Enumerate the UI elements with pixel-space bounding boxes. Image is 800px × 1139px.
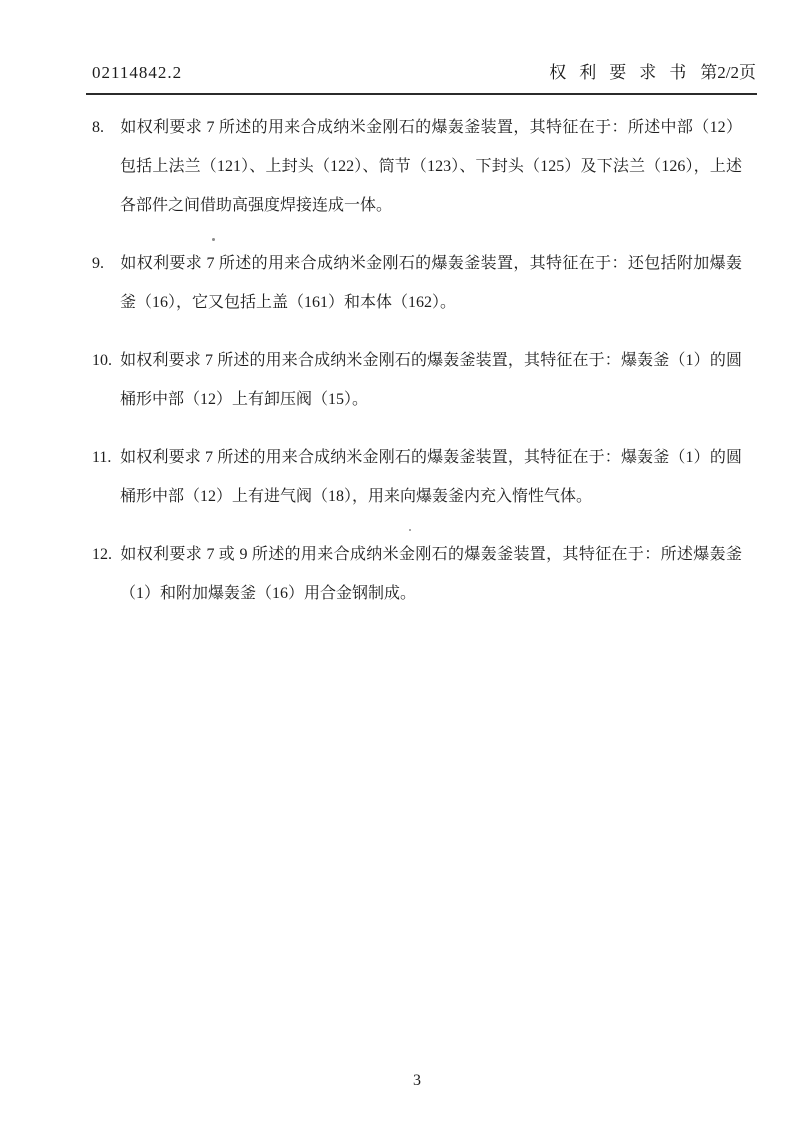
claim-item-12: [92, 535, 742, 613]
claim-item-10: [92, 341, 742, 419]
page-header: [92, 62, 756, 84]
claims-list: [92, 108, 742, 632]
claim-number: 10.: [92, 352, 112, 369]
claim-text: 如权利要求 7 所述的用来合成纳米金刚石的爆轰釜装置，其特征在于：爆轰釜（1）的圆桶形中部（12）上有卸压阀（15）。: [120, 352, 742, 408]
document-title: 权利要求书: [549, 63, 700, 82]
claim-number: 8.: [92, 119, 104, 136]
claim-text: 如权利要求 7 所述的用来合成纳米金刚石的爆轰釜装置，其特征在于：还包括附加爆轰釜（16），它又包括上盖（161）和本体（162）。: [120, 255, 742, 311]
page-indicator: 第2/2页: [700, 63, 756, 82]
claim-item-8: [92, 108, 742, 225]
claim-text: 如权利要求 7 所述的用来合成纳米金刚石的爆轰釜装置，其特征在于：所述中部（12）包括上法兰（121）、上封头（122）、筒节（123）、下封头（125）及下法兰（126），上述各部件之间借助高强度焊接连成一体。: [120, 119, 742, 214]
header-right: [549, 62, 756, 84]
claim-number: 9.: [92, 255, 104, 272]
page-number: 3: [413, 1072, 421, 1089]
claim-text: 如权利要求 7 所述的用来合成纳米金刚石的爆轰釜装置，其特征在于：爆轰釜（1）的圆桶形中部（12）上有进气阀（18），用来向爆轰釜内充入惰性气体。: [120, 449, 742, 505]
claim-text: 如权利要求 7 或 9 所述的用来合成纳米金刚石的爆轰釜装置，其特征在于：所述爆轰釜（1）和附加爆轰釜（16）用合金钢制成。: [120, 546, 742, 602]
scan-speck: [409, 529, 411, 531]
page-footer: [92, 1072, 742, 1090]
claim-item-11: [92, 438, 742, 516]
claim-item-9: [92, 244, 742, 322]
application-number: 02114842.2: [92, 63, 183, 82]
scan-speck: [212, 238, 215, 241]
claim-number: 11.: [92, 449, 112, 466]
claim-number: 12.: [92, 546, 112, 563]
header-divider: [86, 93, 757, 95]
